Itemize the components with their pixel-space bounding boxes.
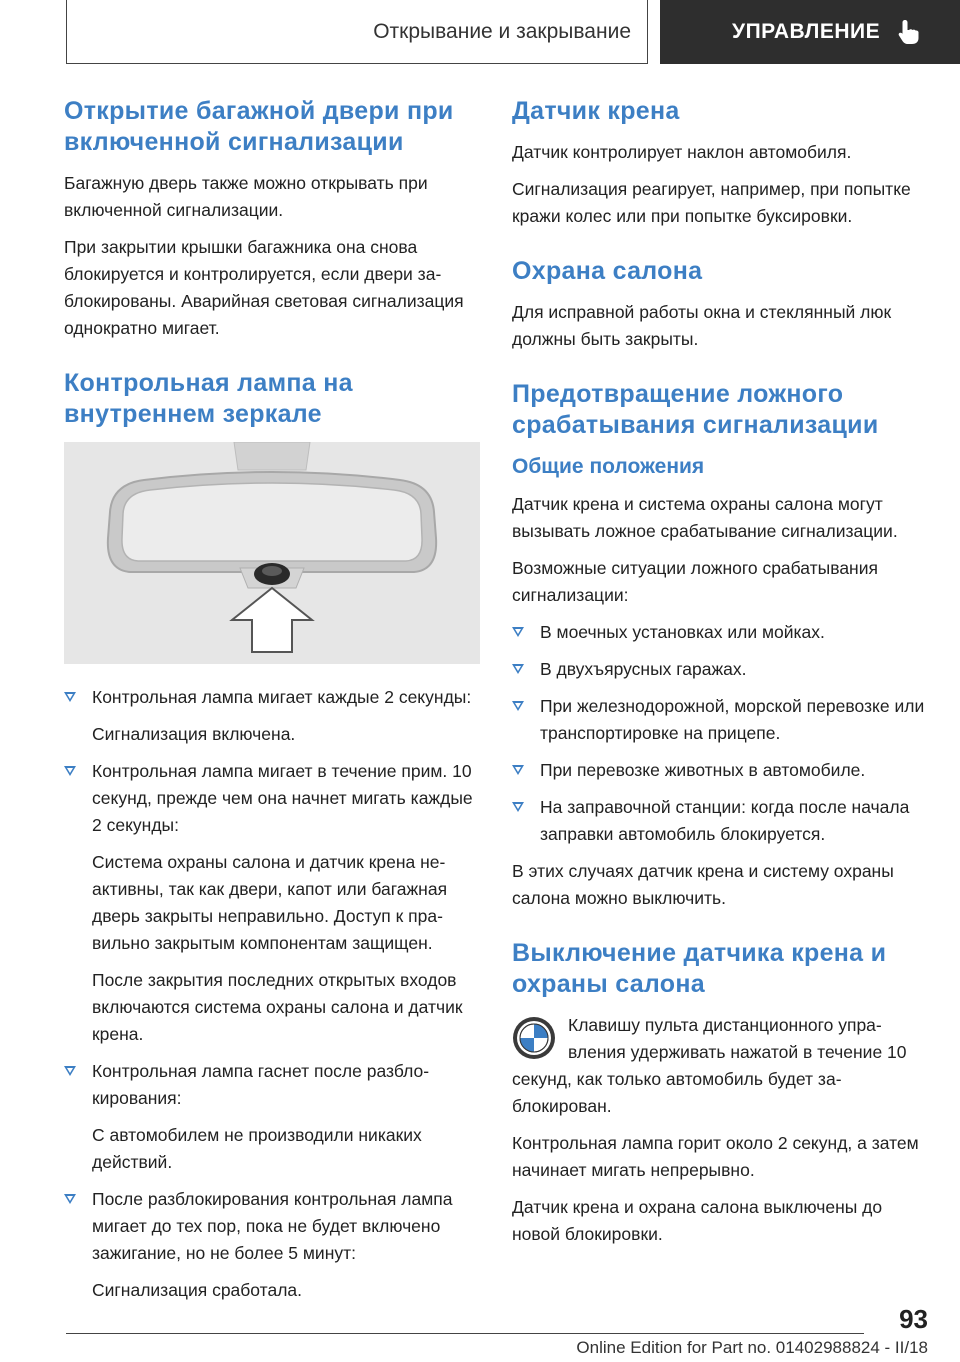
heading-tilt-sensor: Датчик крена	[512, 97, 680, 125]
list-item: Контрольная лампа гаснет после разблокирования: С автомобилем не производили никаких действий.	[64, 1058, 480, 1176]
triangle-bullet-icon	[64, 692, 76, 702]
triangle-bullet-icon	[64, 1194, 76, 1204]
list-item: Контрольная лампа мигает каждые 2 секунды: Сигнализация включена.	[64, 684, 480, 748]
list-item: После разблокирования контрольная лампа мигает до тех пор, пока не будет включено зажигание, но не более 5 минут: Сигнализация сработала.	[64, 1186, 480, 1304]
footer-divider	[66, 1333, 864, 1334]
paragraph: В этих случаях датчик крена и систему охраны салона можно выключить.	[512, 861, 894, 908]
heading-false-alarm: Предотвращение ложного срабатывания сигнализации	[512, 380, 879, 439]
hand-pointer-icon	[896, 18, 922, 46]
heading-disable-sensors: Выключение датчика крена и охраны салона	[512, 939, 887, 998]
list-item-detail: С автомобилем не производили никаких действий.	[92, 1125, 422, 1172]
page-header	[0, 0, 960, 66]
page-number: 93	[899, 1304, 928, 1334]
list-item: На заправочной станции: когда после начала заправки автомобиль блокируется.	[512, 794, 928, 848]
triangle-bullet-icon	[64, 1066, 76, 1076]
list-item: При перевозке животных в автомобиле.	[512, 757, 928, 784]
section-tab	[66, 0, 648, 64]
paragraph: Датчик контролирует наклон автомобиля.	[512, 142, 852, 162]
triangle-bullet-icon	[512, 664, 524, 674]
heading-interior-protection: Охрана салона	[512, 257, 703, 285]
triangle-bullet-icon	[64, 766, 76, 776]
paragraph: Возможные ситуации ложного срабатывания сигнализации:	[512, 558, 878, 605]
interior-mirror-illustration	[64, 442, 480, 664]
paragraph: Датчик крена и охрана салона выключены до новой блокировки.	[512, 1197, 883, 1244]
right-column	[512, 96, 928, 1258]
heading-trunk-alarm: Открытие багажной двери при включенной сигнализации	[64, 97, 454, 156]
paragraph-with-icon: Клавишу пульта дистанционного управления удерживать нажатой в течение 10 секунд, как только автомобиль будет заблокирован.	[512, 1015, 907, 1116]
subheading-general: Общие положения	[512, 455, 705, 478]
list-item-detail: Сигнализация включена.	[92, 724, 296, 744]
list-item: В двухъярусных гаражах.	[512, 656, 928, 683]
paragraph: Сигнализация реагирует, например, при попытке кражи колес или при попытке буксировки.	[512, 179, 911, 226]
list-item: При железнодорожной, морской перевозке или транспортировке на прицепе.	[512, 693, 928, 747]
false-alarm-list	[512, 619, 928, 848]
list-item: В моечных установках или мойках.	[512, 619, 928, 646]
chapter-title: УПРАВЛЕНИЕ	[732, 20, 881, 43]
chapter-tab	[660, 0, 960, 64]
list-item: Контрольная лампа мигает в течение прим. 10 секунд, прежде чем она начнет мигать каждые 2 секунды: Система охраны салона и датчик крена неактивны, так как двери, капот или багажная дверь закрыты неправильно. Доступ к правильно закрытым компонентам защищен. После закрытия последних открытых входов включаются система охраны салона и датчик крена.	[64, 758, 480, 1048]
section-title: Открывание и закрывание	[373, 19, 631, 43]
bmw-key-icon	[512, 1016, 556, 1060]
list-item-detail: После закрытия последних открытых входов включаются система охраны салона и датчик крена.	[92, 970, 463, 1044]
paragraph: Датчик крена и система охраны салона могут вызывать ложное срабатывание сигнализации.	[512, 494, 898, 541]
triangle-bullet-icon	[512, 701, 524, 711]
triangle-bullet-icon	[512, 627, 524, 637]
heading-mirror-lamp: Контрольная лампа на внутреннем зеркале	[64, 369, 353, 428]
paragraph: Багажную дверь также можно открывать при включенной сигнализации.	[64, 173, 428, 220]
list-item-detail: Сигнализация сработала.	[92, 1280, 303, 1300]
triangle-bullet-icon	[512, 765, 524, 775]
edition-text: Online Edition for Part no. 01402988824 - II/18	[576, 1338, 928, 1357]
list-item-detail: Система охраны салона и датчик крена неактивны, так как двери, капот или багажная дверь закрыты неправильно. Доступ к правильно закрытым компонентам защищен.	[92, 852, 448, 953]
paragraph: При закрытии крышки багажника она снова блокируется и контролируется, если двери заблокированы. Аварийная световая сигнализация однократно мигает.	[64, 237, 464, 338]
lamp-status-list	[64, 684, 480, 1304]
triangle-bullet-icon	[512, 802, 524, 812]
paragraph: Для исправной работы окна и стеклянный люк должны быть закрыты.	[512, 302, 892, 349]
left-column	[64, 96, 480, 1314]
paragraph: Контрольная лампа горит около 2 секунд, а затем начинает мигать непрерывно.	[512, 1133, 919, 1180]
